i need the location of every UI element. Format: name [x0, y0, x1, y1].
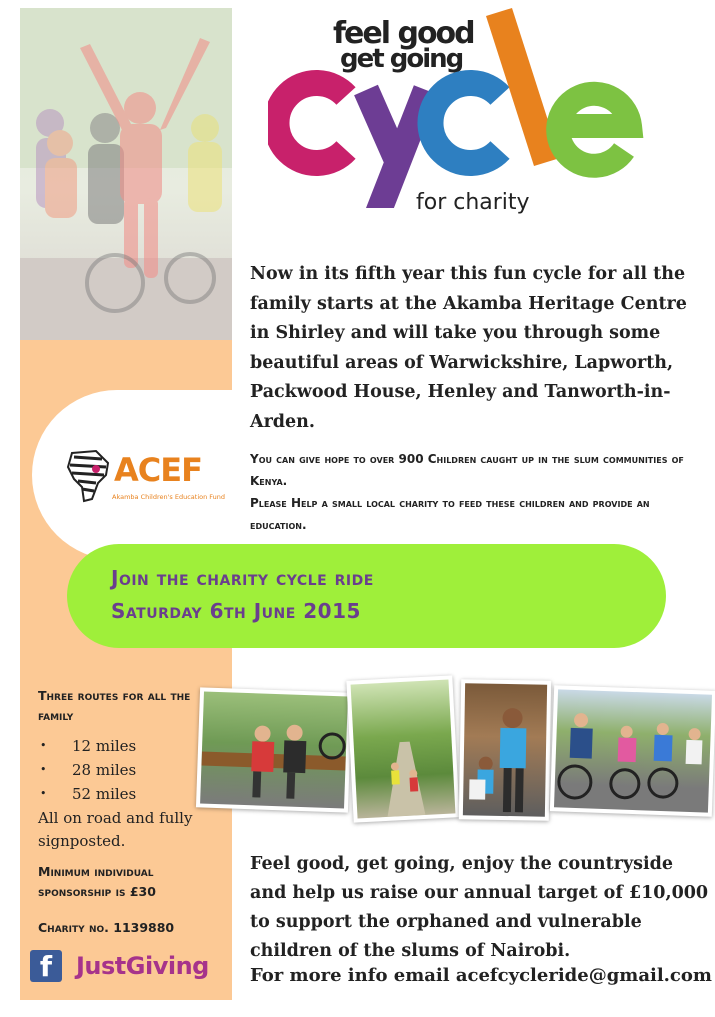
cycle-letters-graphic	[268, 8, 648, 208]
hope-line-2: Please Help a small local charity to feed these children and provide an education.	[250, 496, 650, 532]
banner-line-1: Join the charity cycle ride	[111, 566, 374, 590]
route-item: • 28 miles	[38, 758, 228, 782]
intro-paragraph: Now in its fifth year this fun cycle for all the family starts at the Akamba Heritage Centre in Shirley and will take you through some beautiful areas of Warwickshire, Lapworth, Packwood House, Henley and Tanworth-in-Arden.	[250, 264, 687, 432]
hope-line-1: You can give hope to over 900 Children caught up in the slum communities of Kenya.	[250, 452, 684, 488]
photo-woodland-path	[346, 675, 459, 822]
hope-message	[250, 448, 700, 536]
routes-heading: Three routes for all the family	[38, 688, 191, 723]
acef-subtitle: Akamba Children's Education Fund	[112, 493, 226, 501]
logo-get-going: get going	[340, 44, 463, 74]
contact-email[interactable]: For more info email acefcycleride@gmail.com	[250, 965, 712, 986]
cycle-for-charity-logo	[268, 8, 648, 228]
sponsorship-note: Minimum individual sponsorship is £30	[38, 864, 156, 899]
banner-line-2: Saturday 6th June 2015	[111, 599, 361, 623]
route-item: • 52 miles	[38, 782, 228, 806]
acef-logo	[62, 445, 226, 515]
event-banner	[67, 544, 666, 648]
charity-number: Charity no. 1139880	[38, 920, 175, 935]
photo-couple-bench	[196, 687, 352, 812]
cyclists-photo	[20, 8, 232, 340]
route-item: • 12 miles	[38, 734, 228, 758]
acef-name: ACEF	[114, 451, 202, 489]
closing-paragraph: Feel good, get going, enjoy the countryside and help us raise our annual target of £10,000 to support the orphaned and vulnerable children of the slums of Nairobi.	[250, 854, 709, 961]
logo-for-charity: for charity	[416, 190, 530, 215]
logo-feel-good: feel good	[333, 16, 474, 51]
zebra-africa-map-icon	[66, 449, 112, 503]
facebook-icon[interactable]: f	[30, 950, 62, 982]
routes-note: All on road and fully signposted.	[38, 809, 193, 850]
photo-group-cyclists	[550, 685, 715, 817]
photo-cyclist-child	[459, 679, 551, 821]
justgiving-logo[interactable]: JustGiving	[76, 952, 209, 980]
